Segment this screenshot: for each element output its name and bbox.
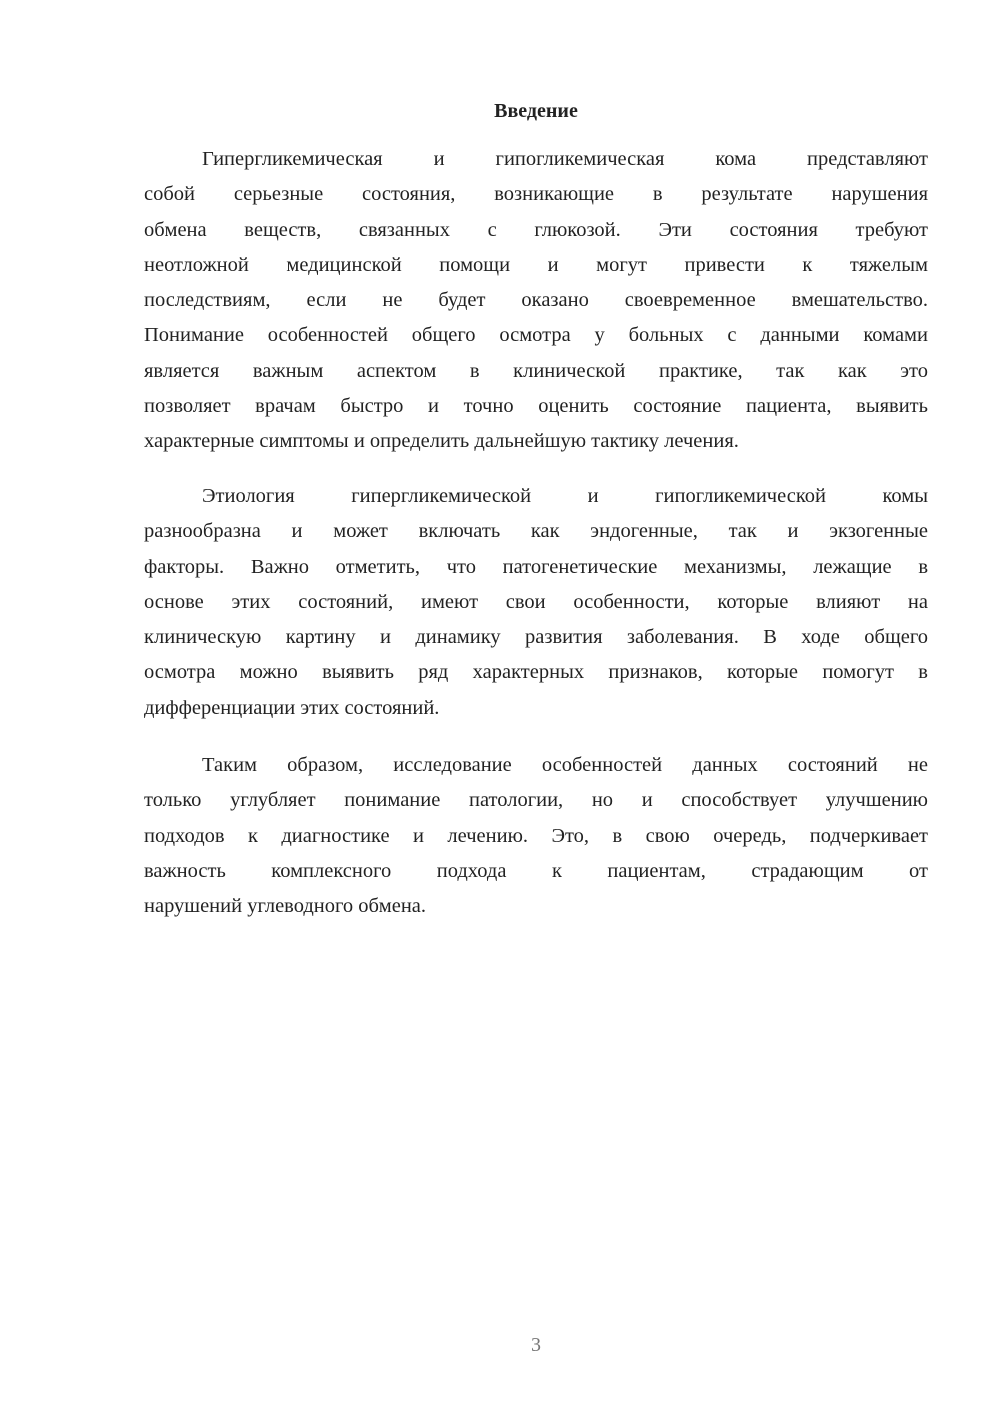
section-title: Введение [494,100,578,122]
paragraph-2 [144,479,928,726]
text-line: разнообразна и может включать как эндогенные, так и экзогенные [144,520,928,543]
text-line: Понимание особенностей общего осмотра у больных с данными комами [144,324,928,347]
page-number: 3 [531,1334,541,1356]
text-line: является важным аспектом в клинической практике, так как это [144,359,928,382]
text-line: характерные симптомы и определить дальнейшую тактику лечения. [144,430,739,453]
text-line: нарушений углеводного обмена. [144,895,427,918]
text-line: только углубляет понимание патологии, но и способствует улучшению [144,789,928,812]
text-line: факторы. Важно отметить, что патогенетические механизмы, лежащие в [144,555,928,578]
text-line: важность комплексного подхода к пациентам, страдающим от [144,859,928,882]
text-line: основе этих состояний, имеют свои особенности, которые влияют на [144,590,928,613]
text-line: дифференциации этих состояний. [144,696,440,719]
text-line: Гипергликемическая и гипогликемическая кома представляют [202,148,928,170]
paragraph-1 [144,142,928,460]
text-line: осмотра можно выявить ряд характерных признаков, которые помогут в [144,661,928,684]
text-line: собой серьезные состояния, возникающие в результате нарушения [144,183,928,206]
text-line: последствиям, если не будет оказано своевременное вмешательство. [144,289,928,312]
text-line: Таким образом, исследование особенностей данных состояний не [202,754,928,776]
text-line: подходов к диагностике и лечению. Это, в свою очередь, подчеркивает [144,824,928,847]
text-line: обмена веществ, связанных с глюкозой. Эти состояния требуют [144,218,928,241]
text-line: клиническую картину и динамику развития заболевания. В ходе общего [144,626,928,649]
text-line: позволяет врачам быстро и точно оценить состояние пациента, выявить [144,395,928,418]
paragraph-3 [144,748,928,924]
text-line: неотложной медицинской помощи и могут привести к тяжелым [144,253,928,276]
text-line: Этиология гипергликемической и гипогликемической комы [202,485,928,507]
